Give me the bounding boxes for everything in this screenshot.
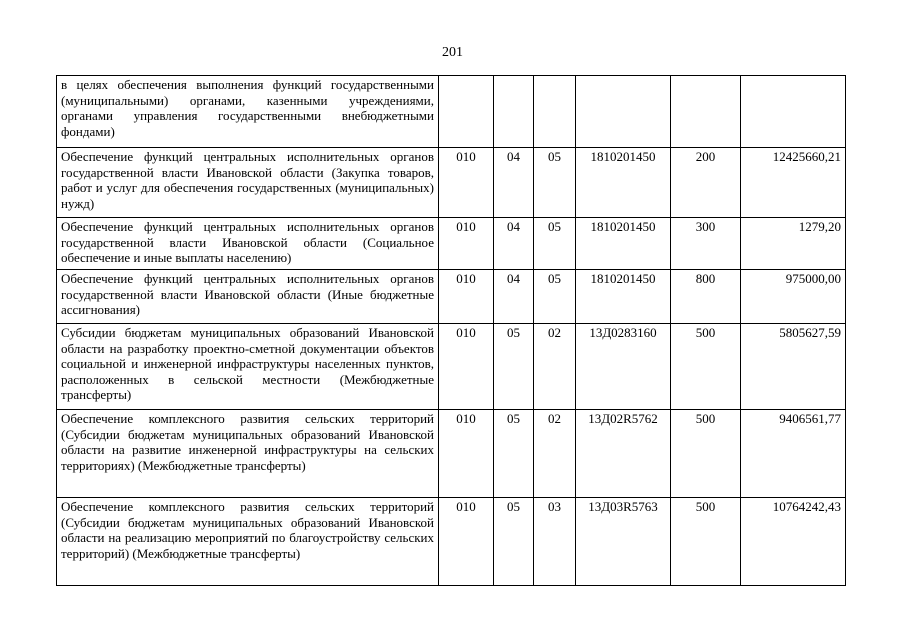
subsection-code: 05 (534, 148, 576, 218)
expense-type-code: 500 (671, 324, 741, 410)
expense-type-code: 500 (671, 410, 741, 498)
amount: 975000,00 (741, 270, 846, 324)
table-row (57, 324, 846, 410)
expense-type-code: 500 (671, 498, 741, 586)
target-article-code: 1810201450 (576, 218, 671, 270)
expense-description: Обеспечение комплексного развития сельских территорий (Субсидии бюджетам муниципальных образований Ивановской области на развитие инженерной инфраструктуры на сельских территориях) (Межбюджетные трансферты) (57, 410, 439, 498)
expense-type-code (671, 76, 741, 148)
department-code: 010 (439, 270, 494, 324)
target-article-code: 1810201450 (576, 148, 671, 218)
table-row (57, 76, 846, 148)
subsection-code: 05 (534, 270, 576, 324)
expense-description: Обеспечение комплексного развития сельских территорий (Субсидии бюджетам муниципальных образований Ивановской области на реализацию мероприятий по благоустройству сельских территорий) (Межбюджетные трансферты) (57, 498, 439, 586)
section-code (494, 76, 534, 148)
department-code: 010 (439, 498, 494, 586)
subsection-code: 02 (534, 410, 576, 498)
table-row (57, 410, 846, 498)
subsection-code: 03 (534, 498, 576, 586)
section-code: 05 (494, 410, 534, 498)
target-article-code: 1810201450 (576, 270, 671, 324)
amount: 12425660,21 (741, 148, 846, 218)
expense-type-code: 200 (671, 148, 741, 218)
section-code: 04 (494, 270, 534, 324)
amount: 5805627,59 (741, 324, 846, 410)
target-article-code (576, 76, 671, 148)
expense-type-code: 300 (671, 218, 741, 270)
amount (741, 76, 846, 148)
section-code: 04 (494, 148, 534, 218)
table-row (57, 218, 846, 270)
amount: 1279,20 (741, 218, 846, 270)
target-article-code: 13Д0283160 (576, 324, 671, 410)
section-code: 04 (494, 218, 534, 270)
table-row (57, 270, 846, 324)
department-code: 010 (439, 324, 494, 410)
department-code: 010 (439, 410, 494, 498)
section-code: 05 (494, 498, 534, 586)
department-code: 010 (439, 148, 494, 218)
expense-description: в целях обеспечения выполнения функций государственными (муниципальными) органами, казенными учреждениями, органами управления государственными внебюджетными фондами) (57, 76, 439, 148)
subsection-code: 02 (534, 324, 576, 410)
amount: 10764242,43 (741, 498, 846, 586)
expense-description: Обеспечение функций центральных исполнительных органов государственной власти Ивановской области (Социальное обеспечение и иные выплаты населению) (57, 218, 439, 270)
expense-type-code: 800 (671, 270, 741, 324)
department-code: 010 (439, 218, 494, 270)
target-article-code: 13Д02R5762 (576, 410, 671, 498)
subsection-code (534, 76, 576, 148)
table-row (57, 148, 846, 218)
budget-table (56, 75, 846, 586)
page-number: 201 (442, 45, 463, 60)
expense-description: Обеспечение функций центральных исполнительных органов государственной власти Ивановской области (Закупка товаров, работ и услуг для обеспечения государственных (муниципальных) нужд) (57, 148, 439, 218)
subsection-code: 05 (534, 218, 576, 270)
target-article-code: 13Д03R5763 (576, 498, 671, 586)
department-code (439, 76, 494, 148)
amount: 9406561,77 (741, 410, 846, 498)
table-row (57, 498, 846, 586)
expense-description: Обеспечение функций центральных исполнительных органов государственной власти Ивановской области (Иные бюджетные ассигнования) (57, 270, 439, 324)
expense-description: Субсидии бюджетам муниципальных образований Ивановской области на разработку проектно-сметной документации объектов социальной и инженерной инфраструктуры населенных пунктов, расположенных в сельской местности (Межбюджетные трансферты) (57, 324, 439, 410)
section-code: 05 (494, 324, 534, 410)
